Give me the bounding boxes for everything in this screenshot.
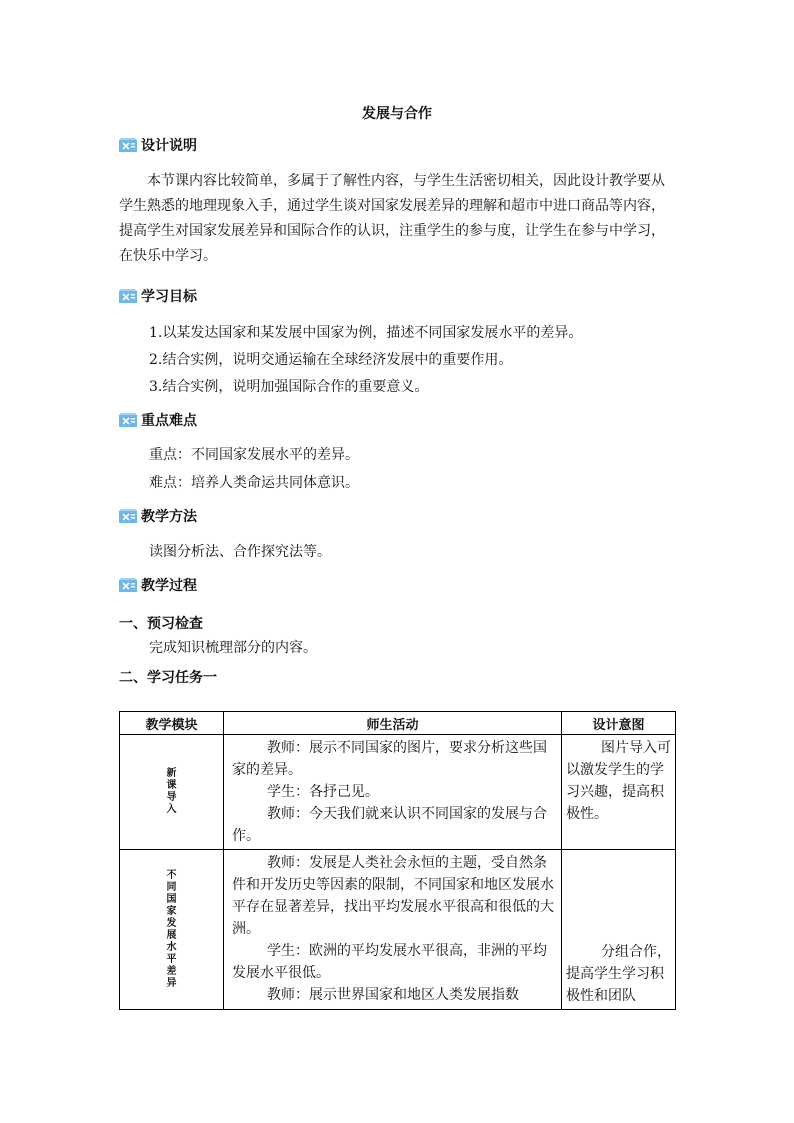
section-heading-keypoints [119, 409, 197, 431]
intent-text: 分组合作，提高学生学习积极性和团队 [566, 944, 671, 1004]
part1-text: 完成知识梳理部分的内容。 [149, 640, 317, 656]
activity-line: 教师：发展是人类社会永恒的主题，受自然条件和开发历史等因素的限制，不同国家和地区发展水平存在显著差异，找出平均发展水平很高和很低的大洲。 [232, 855, 554, 937]
activity-cell [224, 850, 562, 1010]
section-heading-process [119, 574, 197, 596]
section-heading-label: 重点难点 [141, 413, 197, 429]
design-paragraph: 本节课内容比较简单，多属于了解性内容，与学生生活密切相关，因此设计教学要从学生熟悉的地理现象入手，通过学生谈对国家发展差异的理解和超市中进口商品等内容，提高学生对国家发展差异和国际合作的认识，注重学生的参与度，让学生在参与中学习，在快乐中学习。 [119, 173, 665, 264]
key-point: 重点：不同国家发展水平的差异。 [149, 447, 359, 463]
activity-cell [224, 735, 562, 850]
part1-title: 一、预习检查 [119, 616, 203, 632]
table-header-cell: 设计意图 [562, 712, 676, 735]
book-icon [119, 137, 139, 153]
difficult-point: 难点：培养人类命运共同体意识。 [149, 475, 359, 491]
table-row [120, 735, 676, 850]
page-title: 发展与合作 [362, 106, 432, 122]
book-icon [119, 508, 139, 524]
book-icon [119, 577, 139, 593]
goal-item: 1.以某发达国家和某发展中国家为例，描述不同国家发展水平的差异。 [149, 325, 583, 341]
activity-line: 学生：各抒己见。 [267, 784, 379, 800]
table-header-cell: 教学模块 [120, 712, 224, 735]
module-cell [120, 735, 224, 850]
module-label: 不同国家发展水平差异 [166, 869, 177, 989]
section-heading-label: 学习目标 [141, 289, 197, 305]
lesson-plan-table [119, 711, 676, 1010]
table-row [120, 850, 676, 1010]
table-header-cell: 师生活动 [224, 712, 562, 735]
section-heading-label: 设计说明 [141, 138, 197, 154]
section-heading-label: 教学过程 [141, 578, 197, 594]
activity-line: 教师：展示不同国家的图片，要求分析这些国家的差异。 [232, 740, 547, 778]
activity-line: 教师：展示世界国家和地区人类发展指数 [267, 987, 519, 1003]
table-header-row [120, 712, 676, 735]
activity-line: 教师：今天我们就来认识不同国家的发展与合作。 [232, 806, 547, 844]
goal-item: 2.结合实例，说明交通运输在全球经济发展中的重要作用。 [149, 352, 513, 368]
intent-cell [562, 735, 676, 850]
book-icon [119, 412, 139, 428]
intent-cell [562, 850, 676, 1010]
module-cell [120, 850, 224, 1010]
section-heading-goals [119, 285, 197, 307]
goal-item: 3.结合实例，说明加强国际合作的重要意义。 [149, 379, 429, 395]
section-heading-design [119, 134, 197, 156]
part2-title: 二、学习任务一 [119, 670, 217, 686]
intent-text: 图片导入可以激发学生的学习兴趣，提高积极性。 [566, 740, 671, 822]
section-heading-methods [119, 505, 197, 527]
module-label: 新课导入 [166, 768, 177, 815]
book-icon [119, 288, 139, 304]
methods-text: 读图分析法、合作探究法等。 [149, 544, 331, 560]
section-heading-label: 教学方法 [141, 509, 197, 525]
activity-line: 学生：欧洲的平均发展水平很高，非洲的平均发展水平很低。 [232, 943, 547, 981]
